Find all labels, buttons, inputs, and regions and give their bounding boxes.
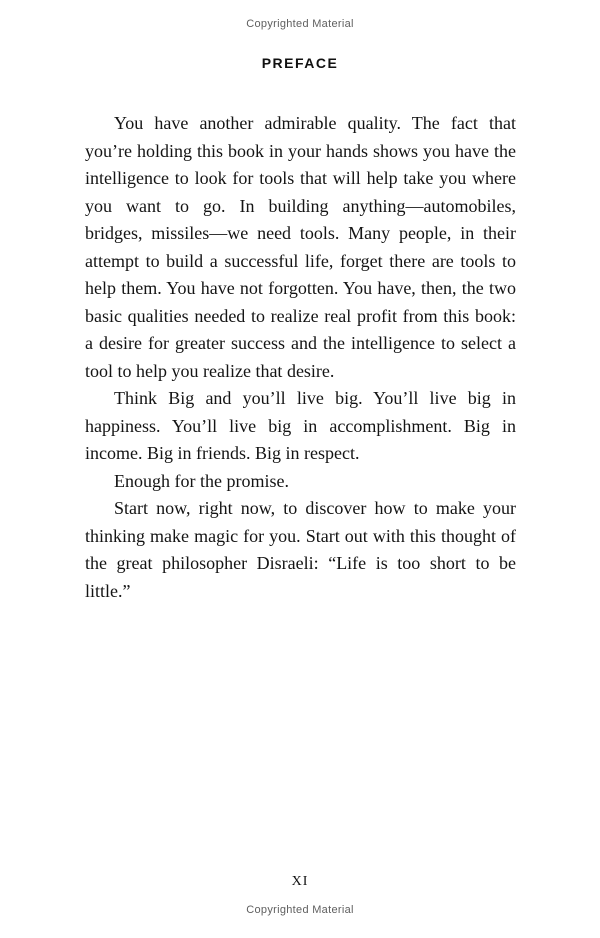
copyright-notice-top: Copyrighted Material: [246, 18, 354, 30]
page-heading: PREFACE: [261, 55, 339, 71]
page-number: XI: [291, 874, 309, 889]
paragraph-2: Think Big and you’ll live big. You’ll live big in happiness. You’ll live big in accomplishment. Big in income. Big in friends. Big in respect.: [85, 388, 516, 463]
paragraph-4: Start now, right now, to discover how to make your thinking make magic for you. Start out with this thought of the great philosopher Disraeli: “Life is too short to be little.”: [85, 498, 516, 601]
body-text: [85, 110, 516, 605]
paragraph-3: Enough for the promise.: [114, 470, 289, 491]
paragraph-1: You have another admirable quality. The fact that you’re holding this book in your hands shows you have the intelligence to look for tools that will help take you where you want to go. In building anything—automobiles, bridges, missiles—we need tools. Many people, in their attempt to build a successful life, forget there are tools to help them. You have not forgotten. You have, then, the two basic qualities needed to realize real profit from this book: a desire for greater success and the intelligence to select a tool to help you realize that desire.: [85, 113, 516, 381]
copyright-notice-bottom: Copyrighted Material: [246, 904, 354, 916]
